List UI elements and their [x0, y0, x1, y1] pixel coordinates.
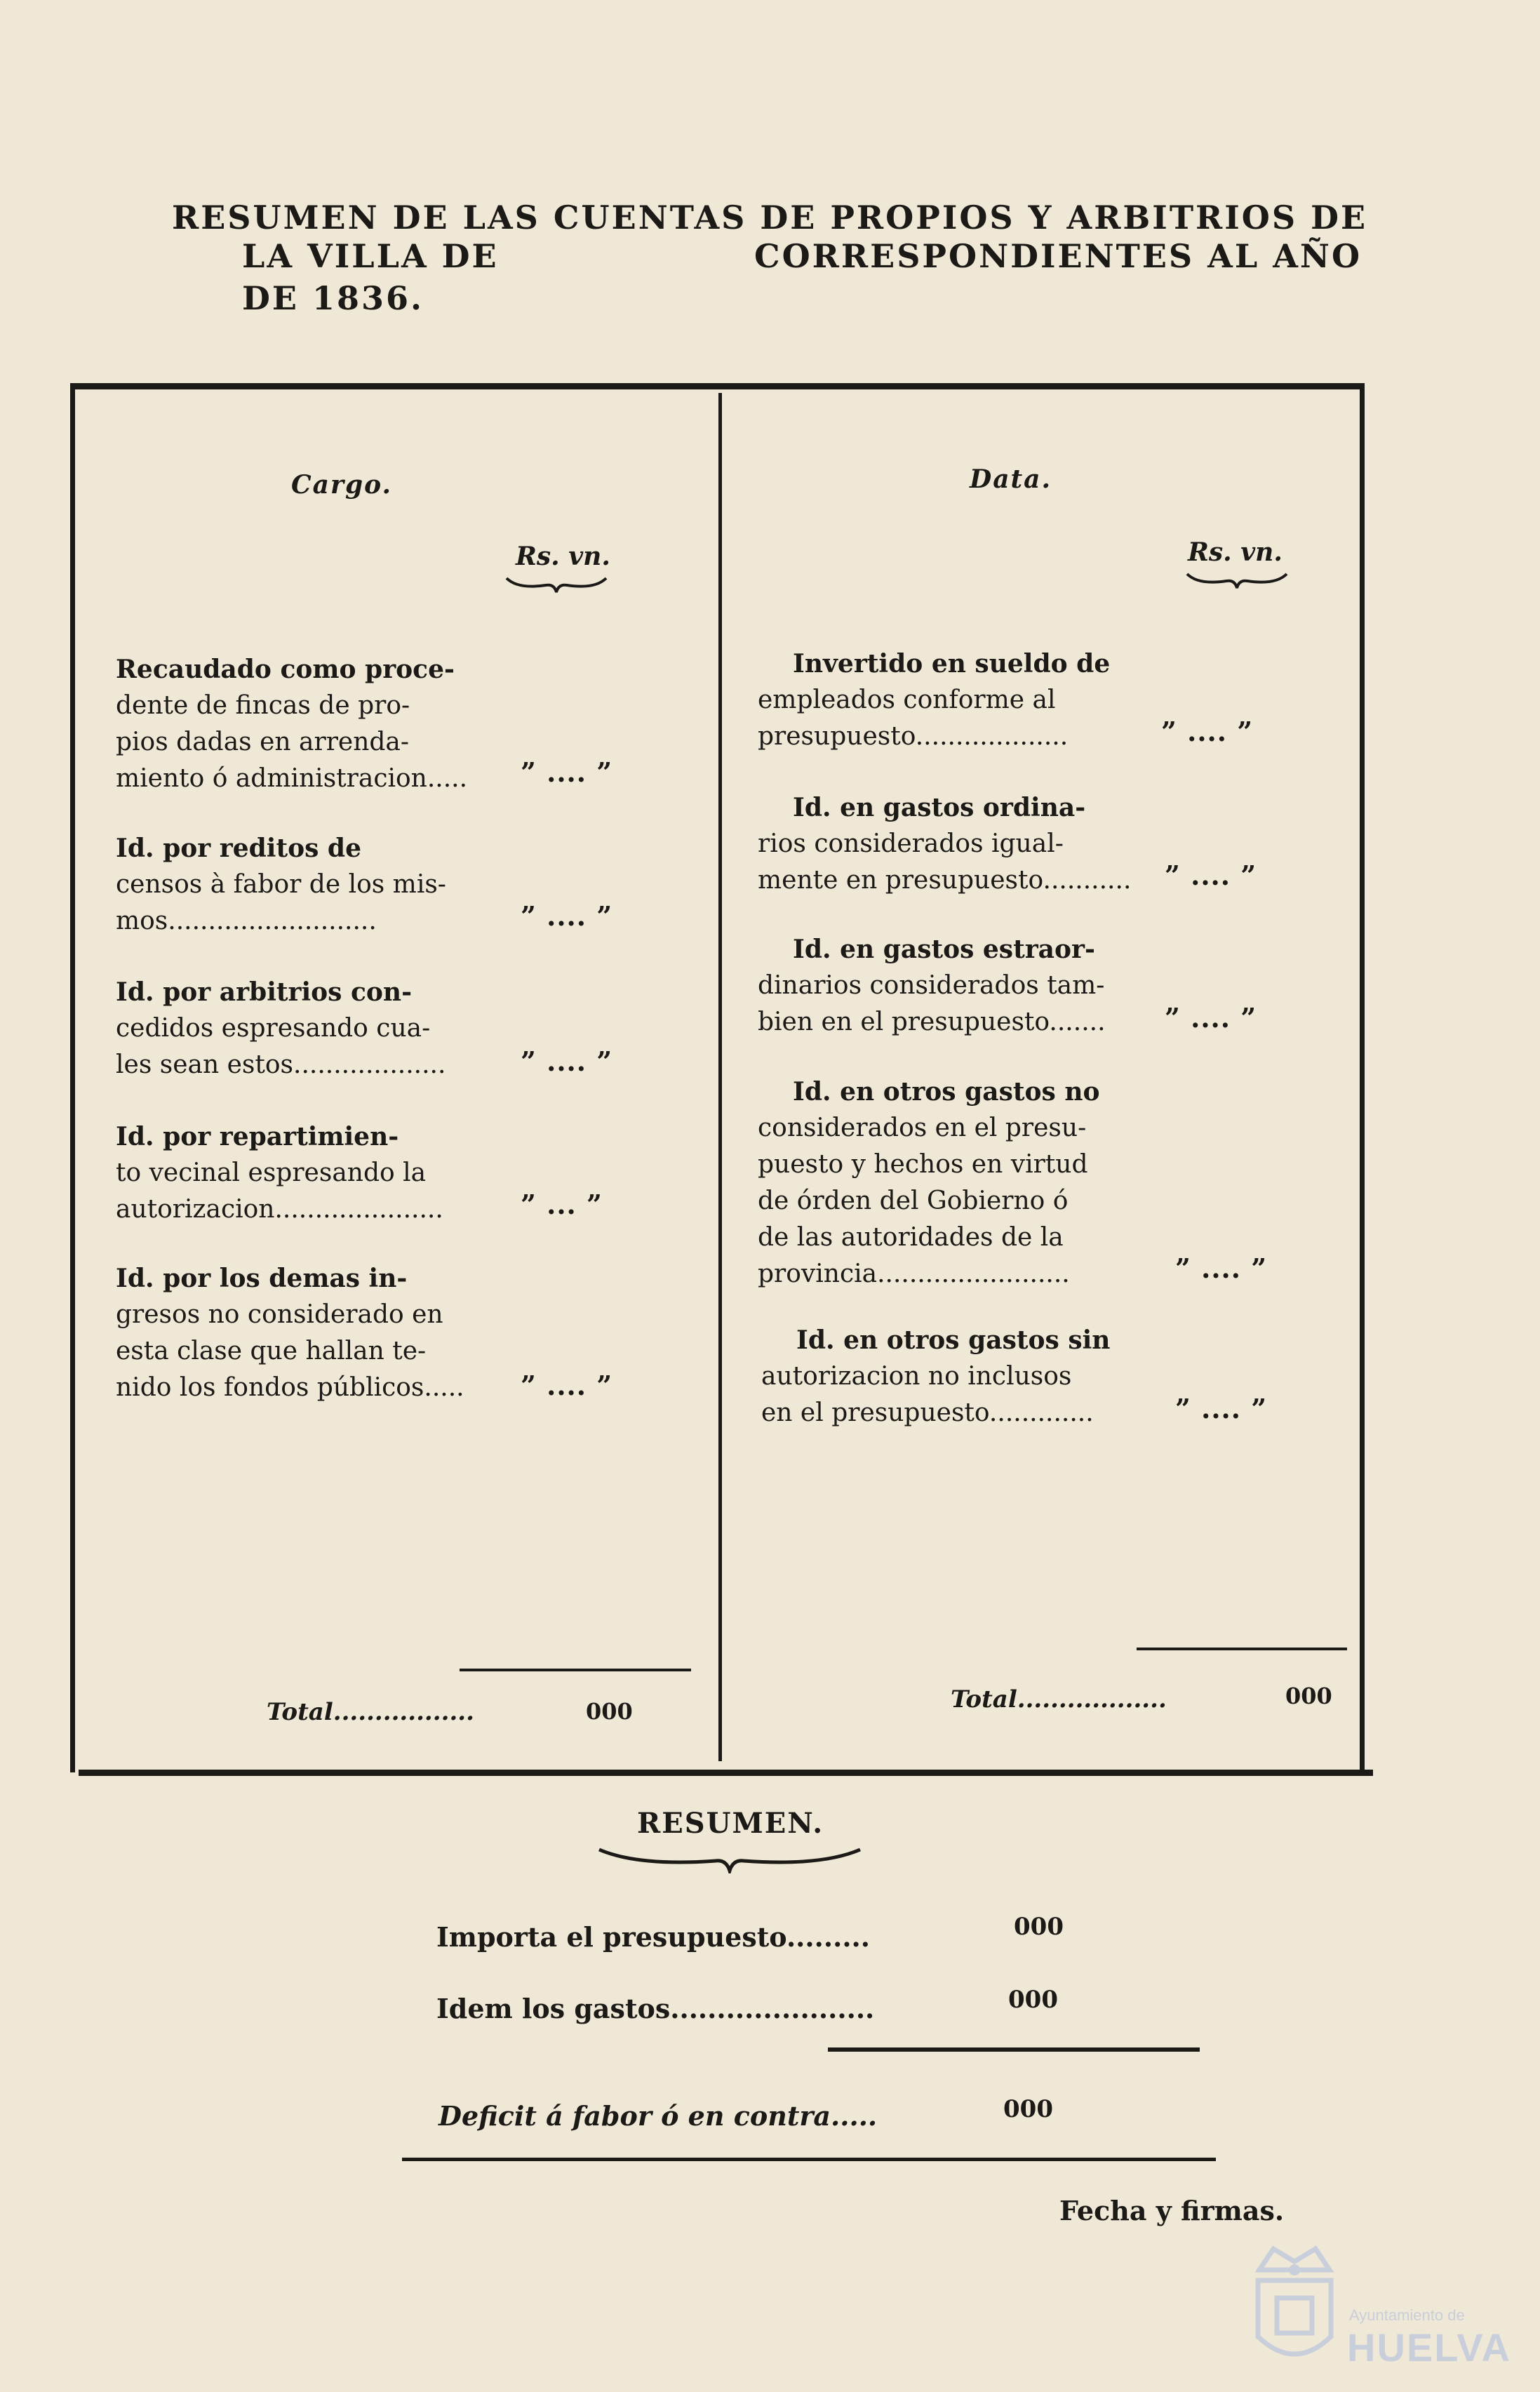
resumen-row-deficit: Deficit á fabor ó en contra.....	[438, 2100, 878, 2132]
entry-line: Id. por arbitrios con-	[116, 977, 413, 1007]
entry-line: empleados conforme al	[758, 686, 1056, 714]
cargo-units-brace	[504, 574, 609, 595]
cargo-amount-demas-ingresos: ” .... ”	[521, 1370, 613, 1401]
watermark-name: HUELVA	[1347, 2325, 1511, 2370]
resumen-value-deficit: 000	[1003, 2095, 1053, 2123]
cargo-amount-recaudado: ” .... ”	[521, 756, 613, 788]
entry-line: mos..........................	[116, 907, 377, 935]
entry-line: Id. en gastos estraor-	[793, 935, 1095, 964]
entry-line: Invertido en sueldo de	[793, 649, 1111, 679]
huelva-watermark-logo	[1245, 2242, 1512, 2382]
cargo-entry-repartimiento	[116, 1118, 443, 1228]
data-entry-otros-gastos	[758, 1074, 1100, 1292]
entry-line: censos à fabor de los mis-	[116, 870, 446, 899]
resumen-subtotal-rule	[828, 2047, 1200, 2052]
entry-line: en el presupuesto.............	[761, 1398, 1094, 1427]
entry-line: miento ó administracion.....	[116, 764, 468, 793]
table-bottom-border	[79, 1770, 1373, 1776]
entry-line: esta clase que hallan te-	[116, 1337, 427, 1365]
entry-line: autorizacion no inclusos	[761, 1362, 1072, 1391]
resumen-row-presupuesto: Importa el presupuesto.........	[436, 1921, 871, 1953]
cargo-entry-reditos	[116, 830, 446, 940]
cargo-entry-recaudado	[116, 651, 467, 797]
document-title-line-2-right: CORRESPONDIENTES AL AÑO	[754, 237, 1362, 275]
data-heading: Data.	[970, 465, 1052, 494]
table-column-divider	[718, 393, 722, 1761]
cargo-total-value: 000	[586, 1698, 633, 1725]
cargo-amount-reditos: ” .... ”	[521, 900, 613, 932]
entry-line: Id. en otros gastos sin	[796, 1325, 1111, 1355]
entry-line: provincia........................	[758, 1260, 1070, 1288]
data-total-label: Total..................	[951, 1685, 1167, 1713]
resumen-row-gastos: Idem los gastos......................	[436, 1993, 875, 2024]
data-amount-estraordinarios: ” .... ”	[1165, 1002, 1257, 1034]
resumen-final-rule	[402, 2158, 1216, 2161]
data-entry-sin-autorizacion	[761, 1322, 1110, 1431]
watermark-caption: Ayuntamiento de	[1349, 2306, 1465, 2324]
entry-line: de las autoridades de la	[758, 1223, 1064, 1252]
entry-line: to vecinal espresando la	[116, 1158, 427, 1187]
entry-line: pios dadas en arrenda-	[116, 728, 410, 756]
data-amount-ordinarios: ” .... ”	[1165, 860, 1257, 891]
entry-line: Id. por los demas in-	[116, 1264, 408, 1293]
data-entry-ordinarios	[758, 789, 1131, 899]
entry-line: Id. por repartimien-	[116, 1122, 399, 1151]
table-left-border	[70, 383, 75, 1772]
data-amount-sueldo: ” .... ”	[1161, 716, 1254, 747]
cargo-total-label: Total.................	[267, 1698, 474, 1726]
entry-line: considerados en el presu-	[758, 1114, 1087, 1142]
entry-line: Id. en gastos ordina-	[793, 793, 1086, 822]
entry-line: autorizacion.....................	[116, 1195, 443, 1224]
entry-line: gresos no considerado en	[116, 1300, 443, 1329]
data-amount-sin-autorizacion: ” .... ”	[1175, 1393, 1268, 1424]
data-total-value: 000	[1285, 1683, 1332, 1709]
resumen-heading: RESUMEN.	[637, 1807, 824, 1840]
resumen-brace	[596, 1845, 863, 1873]
entry-line: dinarios considerados tam-	[758, 971, 1105, 1000]
cargo-entry-arbitrios	[116, 974, 446, 1083]
entry-line: cedidos espresando cua-	[116, 1014, 431, 1043]
data-amount-otros-gastos: ” .... ”	[1175, 1252, 1268, 1284]
table-right-border	[1360, 383, 1365, 1772]
entry-line: nido los fondos públicos.....	[116, 1373, 464, 1402]
cargo-amount-arbitrios: ” .... ”	[521, 1045, 613, 1077]
resumen-value-presupuesto: 000	[1014, 1913, 1064, 1941]
entry-line: Id. en otros gastos no	[793, 1077, 1100, 1107]
entry-line: les sean estos...................	[116, 1050, 446, 1079]
data-total-rule	[1137, 1648, 1347, 1650]
document-title-line-1: RESUMEN DE LAS CUENTAS DE PROPIOS Y ARBITRIOS DE	[172, 199, 1368, 236]
cargo-heading: Cargo.	[291, 470, 393, 500]
data-entry-sueldo	[758, 646, 1110, 755]
cargo-entry-demas-ingresos	[116, 1260, 464, 1406]
entry-line: puesto y hechos en virtud	[758, 1150, 1088, 1179]
table-top-border	[70, 383, 1365, 389]
coat-of-arms-icon	[1245, 2242, 1344, 2375]
data-entry-estraordinarios	[758, 931, 1106, 1041]
entry-line: dente de fincas de pro-	[116, 691, 410, 720]
entry-line: bien en el presupuesto.......	[758, 1008, 1106, 1036]
cargo-units-label: Rs. vn.	[516, 542, 610, 571]
entry-line: rios considerados igual-	[758, 829, 1064, 858]
entry-line: presupuesto...................	[758, 722, 1069, 751]
entry-line: Recaudado como proce-	[116, 655, 455, 684]
entry-line: de órden del Gobierno ó	[758, 1187, 1069, 1215]
entry-line: mente en presupuesto...........	[758, 866, 1132, 895]
document-title-line-3: DE 1836.	[242, 279, 424, 317]
document-title-line-2-left: LA VILLA DE	[242, 237, 499, 275]
cargo-total-rule	[460, 1669, 691, 1671]
cargo-amount-repartimiento: ” ... ”	[521, 1189, 603, 1220]
resumen-value-gastos: 000	[1008, 1986, 1058, 2014]
signature-line: Fecha y firmas.	[1059, 2195, 1285, 2226]
data-units-label: Rs. vn.	[1188, 537, 1283, 567]
entry-line: Id. por reditos de	[116, 834, 361, 863]
data-units-brace	[1184, 570, 1290, 591]
